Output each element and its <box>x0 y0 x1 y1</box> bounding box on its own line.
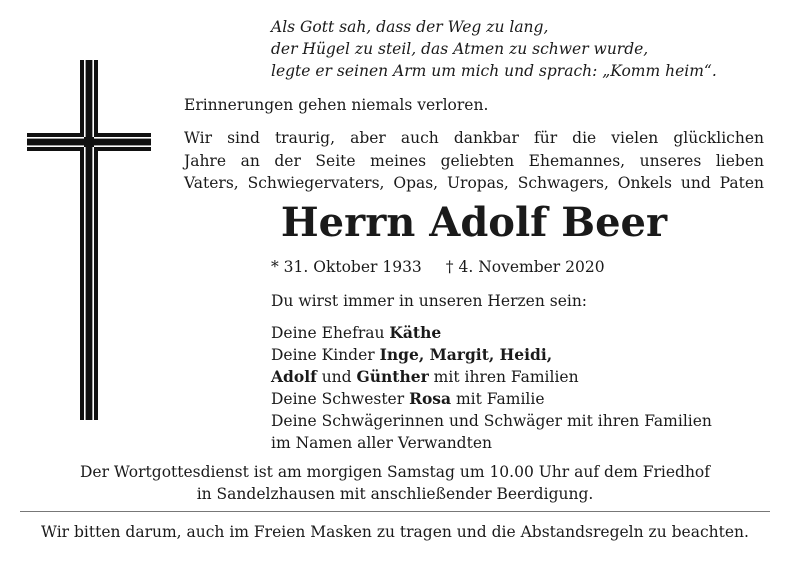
mourner-wife <box>271 322 712 344</box>
mourning-line: Wir sind traurig, aber auch dankbar für die vielen glücklichen <box>184 129 764 147</box>
service-line: Der Wortgottesdienst ist am morgigen Samstag um 10.00 Uhr auf dem Friedhof <box>79 463 711 481</box>
children-label: Deine Kinder <box>271 346 380 364</box>
sister-suffix: mit Familie <box>451 390 545 408</box>
poem <box>271 16 717 82</box>
wife-name: Käthe <box>389 323 442 342</box>
deceased-name: Herrn Adolf Beer <box>280 199 668 246</box>
mourner-children-cont <box>271 366 712 388</box>
mourners-list <box>271 322 712 454</box>
mask-notice: Wir bitten darum, auch im Freien Masken zu tragen und die Abstandsregeln zu beachten. <box>41 523 749 541</box>
memories-line: Erinnerungen gehen niemals verloren. <box>184 96 489 114</box>
funeral-service-info <box>0 461 790 505</box>
sister-name: Rosa <box>409 389 452 408</box>
conjunction: und <box>316 368 357 386</box>
cross-icon <box>27 60 151 420</box>
poem-line: Als Gott sah, dass der Weg zu lang, <box>271 18 549 36</box>
mourning-line: Jahre an der Seite meines geliebten Ehemannes, unseres lieben <box>184 151 764 170</box>
poem-line: legte er seinen Arm um mich und sprach: „Komm heim“. <box>271 62 717 80</box>
child-name: Günther <box>356 367 429 386</box>
mourner-inlaws: Deine Schwägerinnen und Schwäger mit ihren Familien <box>271 412 712 430</box>
birth-date: * 31. Oktober 1933 <box>271 258 422 276</box>
divider <box>20 511 770 512</box>
service-line: in Sandelzhausen mit anschließender Beerdigung. <box>196 485 594 503</box>
child-name: Adolf <box>271 367 317 386</box>
mourner-sister <box>271 388 712 410</box>
mourner-relatives: im Namen aller Verwandten <box>271 434 492 452</box>
heart-line: Du wirst immer in unseren Herzen sein: <box>271 292 588 310</box>
mourning-paragraph <box>184 127 764 195</box>
sister-label: Deine Schwester <box>271 390 410 408</box>
children-names: Inge, Margit, Heidi, <box>379 345 553 364</box>
wife-label: Deine Ehefrau <box>271 324 390 342</box>
children-suffix: mit ihren Familien <box>428 368 579 386</box>
mourning-line: Vaters, Schwiegervaters, Opas, Uropas, Schwagers, Onkels und Paten <box>184 174 764 192</box>
death-date: † 4. November 2020 <box>445 258 605 276</box>
life-dates <box>271 256 629 278</box>
poem-line: der Hügel zu steil, das Atmen zu schwer wurde, <box>271 40 649 58</box>
mourner-children <box>271 344 712 366</box>
